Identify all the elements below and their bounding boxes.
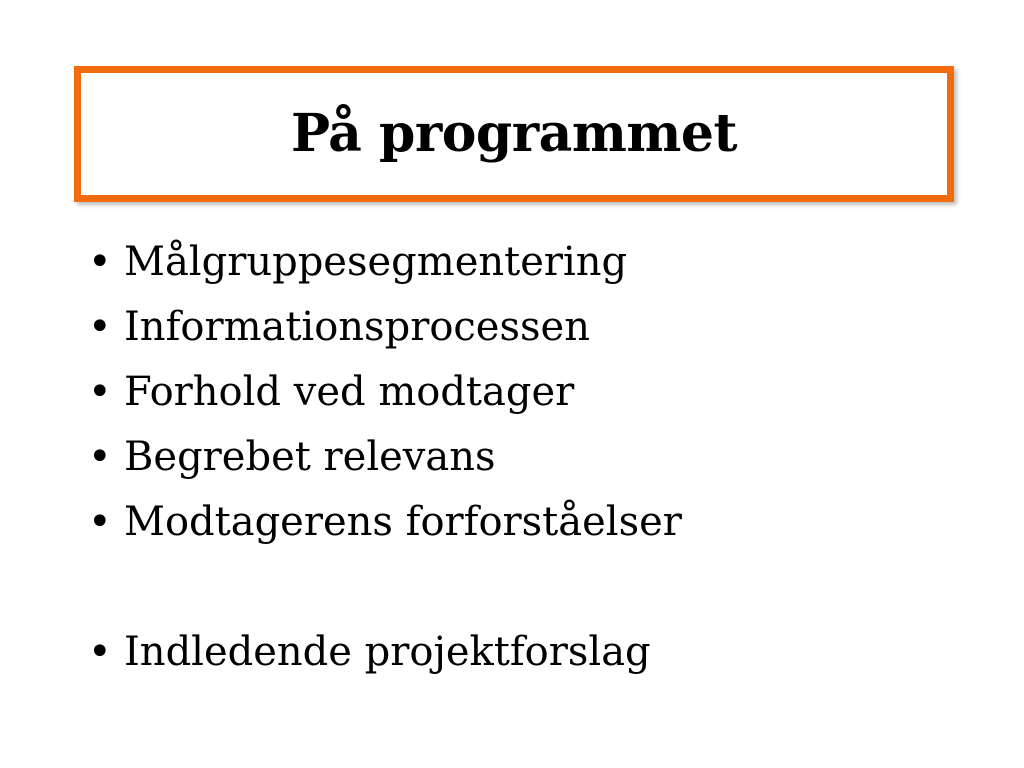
- bullet-text: Målgruppesegmentering: [124, 239, 628, 285]
- bullet-text: Forhold ved modtager: [124, 369, 575, 415]
- bullet-icon: •: [88, 499, 112, 545]
- bullet-icon: •: [88, 434, 112, 480]
- bullet-text: Informationsprocessen: [124, 304, 590, 350]
- bullet-item: [88, 425, 682, 490]
- bullet-text: Indledende projektforslag: [124, 629, 651, 675]
- bullet-item: [88, 360, 682, 425]
- bullet-list: [88, 230, 682, 685]
- bullet-icon: •: [88, 239, 112, 285]
- bullet-icon: •: [88, 369, 112, 415]
- bullet-item: [88, 620, 682, 685]
- bullet-icon: •: [88, 304, 112, 350]
- bullet-icon: •: [88, 629, 112, 675]
- slide-title: På programmet: [290, 103, 738, 164]
- bullet-item: [88, 490, 682, 555]
- bullet-item: [88, 230, 682, 295]
- bullet-text: Modtagerens forforståelser: [124, 499, 682, 545]
- title-box: [74, 66, 954, 202]
- bullet-item: [88, 295, 682, 360]
- bullet-text: Begrebet relevans: [124, 434, 496, 480]
